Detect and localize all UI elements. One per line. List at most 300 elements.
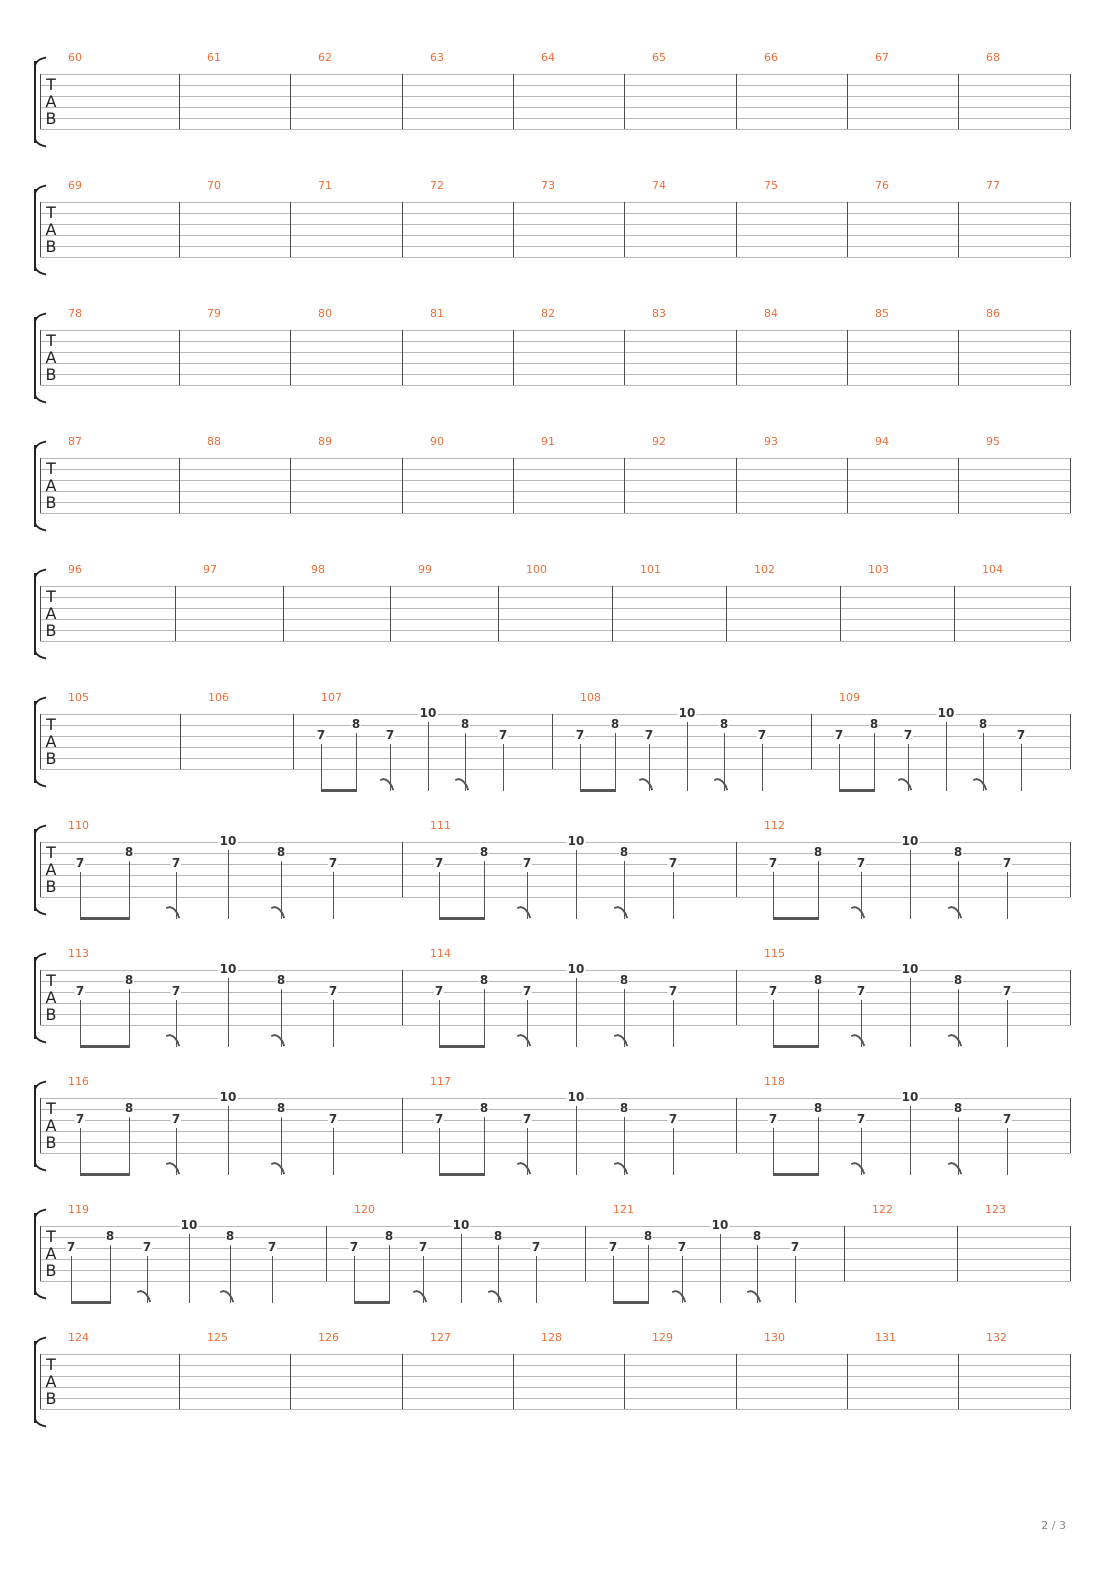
note-stem <box>228 850 229 919</box>
note-stem <box>503 744 504 791</box>
measure-number: 123 <box>985 1203 1006 1216</box>
measure-number: 129 <box>652 1331 673 1344</box>
measure-number: 100 <box>526 563 547 576</box>
measure-number: 114 <box>430 947 451 960</box>
note-flag <box>948 1160 963 1178</box>
note-beam <box>80 1173 130 1176</box>
fret-number: 10 <box>180 1218 198 1232</box>
staff-line <box>40 502 1070 503</box>
staff-line <box>40 992 1070 993</box>
note-stem <box>333 872 334 919</box>
measure-number: 106 <box>208 691 229 704</box>
barline <box>958 330 959 385</box>
tab-clef-letter: B <box>45 1133 57 1152</box>
note-flag <box>166 1160 181 1178</box>
measure-number: 89 <box>318 435 332 448</box>
staff-line <box>40 1003 1070 1004</box>
staff-line <box>40 363 1070 364</box>
staff-line <box>40 1376 1070 1377</box>
measure-number: 93 <box>764 435 778 448</box>
barline <box>175 586 176 641</box>
system-start-line <box>40 330 41 385</box>
barline <box>1070 1226 1071 1281</box>
measure-number: 61 <box>207 51 221 64</box>
system-start-line <box>40 1354 41 1409</box>
measure-number: 86 <box>986 307 1000 320</box>
measure-number: 69 <box>68 179 82 192</box>
note-flag <box>614 904 629 922</box>
staff-line <box>40 1025 1070 1026</box>
measure-number: 63 <box>430 51 444 64</box>
staff-line <box>40 224 1070 225</box>
tab-clef-letter: A <box>45 732 57 751</box>
fret-number: 8 <box>619 845 629 859</box>
note-flag <box>948 904 963 922</box>
barline <box>180 714 181 769</box>
tab-system <box>0 179 1110 292</box>
note-stem <box>439 1128 440 1175</box>
note-flag <box>851 904 866 922</box>
measure-number: 90 <box>430 435 444 448</box>
note-flag <box>614 1032 629 1050</box>
measure-number: 104 <box>982 563 1003 576</box>
measure-number: 110 <box>68 819 89 832</box>
note-stem <box>333 1128 334 1175</box>
fret-number: 10 <box>567 962 585 976</box>
tab-clef-label <box>44 844 58 895</box>
fret-number: 7 <box>834 728 844 742</box>
barline <box>326 1226 327 1281</box>
barline <box>736 74 737 129</box>
note-beam <box>80 1045 130 1048</box>
measure-number: 71 <box>318 179 332 192</box>
fret-number: 7 <box>856 856 866 870</box>
staff-line <box>40 202 1070 203</box>
fret-number: 8 <box>124 845 134 859</box>
note-stem <box>321 744 322 791</box>
tab-clef-letter: T <box>46 203 56 222</box>
barline <box>498 586 499 641</box>
note-flag <box>948 1032 963 1050</box>
note-stem <box>110 1245 111 1303</box>
barline <box>552 714 553 769</box>
tab-clef-letter: T <box>46 587 56 606</box>
fret-number: 7 <box>1002 1112 1012 1126</box>
note-stem <box>484 861 485 919</box>
fret-number: 7 <box>677 1240 687 1254</box>
tab-clef-letter: B <box>45 1005 57 1024</box>
barline <box>179 202 180 257</box>
fret-number: 7 <box>171 1112 181 1126</box>
barline <box>293 714 294 769</box>
fret-number: 10 <box>901 962 919 976</box>
fret-number: 8 <box>953 1101 963 1115</box>
fret-number: 8 <box>479 1101 489 1115</box>
note-stem <box>910 978 911 1047</box>
barline <box>290 74 291 129</box>
fret-number: 7 <box>66 1240 76 1254</box>
measure-number: 79 <box>207 307 221 320</box>
fret-number: 7 <box>768 1112 778 1126</box>
note-stem <box>673 1000 674 1047</box>
fret-number: 7 <box>75 984 85 998</box>
fret-number: 8 <box>978 717 988 731</box>
fret-number: 7 <box>856 984 866 998</box>
fret-number: 8 <box>619 973 629 987</box>
fret-number: 10 <box>567 834 585 848</box>
staff-line <box>40 1365 1070 1366</box>
tab-clef-letter: B <box>45 493 57 512</box>
fret-number: 10 <box>219 1090 237 1104</box>
measure-number: 64 <box>541 51 555 64</box>
staff-line <box>40 736 1070 737</box>
measure-number: 94 <box>875 435 889 448</box>
staff-line <box>40 981 1070 982</box>
fret-number: 7 <box>418 1240 428 1254</box>
note-stem <box>129 989 130 1047</box>
note-stem <box>687 722 688 791</box>
staff-line <box>40 96 1070 97</box>
staff-line <box>40 235 1070 236</box>
tab-clef-letter: B <box>45 877 57 896</box>
barline <box>624 74 625 129</box>
barline <box>1070 74 1071 129</box>
barline <box>1070 458 1071 513</box>
staff-line <box>40 608 1070 609</box>
barline <box>402 1098 403 1153</box>
staff-line <box>40 630 1070 631</box>
note-stem <box>354 1256 355 1303</box>
staff-line <box>40 480 1070 481</box>
tab-clef-letter: A <box>45 476 57 495</box>
fret-number: 7 <box>171 856 181 870</box>
fret-number: 7 <box>608 1240 618 1254</box>
staff-line <box>40 1259 1070 1260</box>
measure-number: 65 <box>652 51 666 64</box>
fret-number: 7 <box>328 984 338 998</box>
fret-number: 7 <box>75 856 85 870</box>
note-stem <box>576 850 577 919</box>
fret-number: 8 <box>619 1101 629 1115</box>
fret-number: 8 <box>752 1229 762 1243</box>
barline <box>624 458 625 513</box>
fret-number: 7 <box>1002 856 1012 870</box>
fret-number: 7 <box>531 1240 541 1254</box>
barline <box>513 202 514 257</box>
staff-line <box>40 330 1070 331</box>
measure-number: 125 <box>207 1331 228 1344</box>
system-start-line <box>40 714 41 769</box>
measure-number: 119 <box>68 1203 89 1216</box>
staff-line <box>40 875 1070 876</box>
measure-number: 118 <box>764 1075 785 1088</box>
tab-clef-letter: B <box>45 109 57 128</box>
barline <box>612 586 613 641</box>
barline <box>736 202 737 257</box>
barline <box>179 1354 180 1409</box>
page-number: 2 / 3 <box>1041 1519 1066 1532</box>
note-beam <box>613 1301 649 1304</box>
fret-number: 7 <box>790 1240 800 1254</box>
measure-number: 95 <box>986 435 1000 448</box>
fret-number: 7 <box>434 856 444 870</box>
note-flag <box>639 776 654 794</box>
note-stem <box>536 1256 537 1303</box>
note-flag <box>220 1288 235 1306</box>
tab-clef-letter: A <box>45 604 57 623</box>
staff-line <box>40 341 1070 342</box>
note-flag <box>973 776 988 794</box>
staff-line <box>40 118 1070 119</box>
measure-number: 108 <box>580 691 601 704</box>
staff-line <box>40 864 1070 865</box>
note-flag <box>672 1288 687 1306</box>
tab-clef-letter: T <box>46 75 56 94</box>
note-stem <box>773 1000 774 1047</box>
measure-number: 80 <box>318 307 332 320</box>
fret-number: 7 <box>575 728 585 742</box>
note-flag <box>413 1288 428 1306</box>
measure-number: 96 <box>68 563 82 576</box>
staff-line <box>40 1109 1070 1110</box>
measure-number: 84 <box>764 307 778 320</box>
note-flag <box>380 776 395 794</box>
staff-line <box>40 725 1070 726</box>
fret-number: 8 <box>124 973 134 987</box>
barline <box>1070 1098 1071 1153</box>
fret-number: 10 <box>452 1218 470 1232</box>
note-stem <box>720 1234 721 1303</box>
note-stem <box>576 978 577 1047</box>
measure-number: 128 <box>541 1331 562 1344</box>
staff-line <box>40 458 1070 459</box>
measure-number: 122 <box>872 1203 893 1216</box>
barline <box>390 586 391 641</box>
note-beam <box>439 1045 485 1048</box>
fret-number: 7 <box>856 1112 866 1126</box>
fret-number: 8 <box>719 717 729 731</box>
staff-line <box>40 597 1070 598</box>
note-beam <box>773 917 819 920</box>
system-start-line <box>40 1226 41 1281</box>
fret-number: 7 <box>434 1112 444 1126</box>
note-flag <box>517 904 532 922</box>
measure-number: 120 <box>354 1203 375 1216</box>
note-stem <box>228 978 229 1047</box>
measure-number: 73 <box>541 179 555 192</box>
staff-line <box>40 1409 1070 1410</box>
measure-number: 103 <box>868 563 889 576</box>
tab-clef-label <box>44 716 58 767</box>
fret-number: 7 <box>757 728 767 742</box>
fret-number: 7 <box>328 856 338 870</box>
barline <box>1070 842 1071 897</box>
fret-number: 7 <box>267 1240 277 1254</box>
measure-number: 76 <box>875 179 889 192</box>
barline <box>844 1226 845 1281</box>
measure-number: 81 <box>430 307 444 320</box>
tab-clef-letter: A <box>45 348 57 367</box>
note-stem <box>910 1106 911 1175</box>
note-stem <box>946 722 947 791</box>
tab-clef-letter: A <box>45 988 57 1007</box>
barline <box>847 458 848 513</box>
note-flag <box>747 1288 762 1306</box>
note-stem <box>129 1117 130 1175</box>
note-beam <box>439 1173 485 1176</box>
measure-number: 75 <box>764 179 778 192</box>
measure-number: 78 <box>68 307 82 320</box>
tab-clef-label <box>44 1228 58 1279</box>
measure-number: 67 <box>875 51 889 64</box>
note-stem <box>439 1000 440 1047</box>
fret-number: 8 <box>813 845 823 859</box>
barline <box>402 842 403 897</box>
measure-number: 126 <box>318 1331 339 1344</box>
barline <box>513 330 514 385</box>
tab-clef-letter: T <box>46 843 56 862</box>
tab-clef-letter: T <box>46 1355 56 1374</box>
fret-number: 8 <box>124 1101 134 1115</box>
barline <box>958 74 959 129</box>
barline <box>957 1226 958 1281</box>
staff-line <box>40 469 1070 470</box>
barline <box>1070 970 1071 1025</box>
staff-line <box>40 374 1070 375</box>
staff-line <box>40 897 1070 898</box>
note-stem <box>648 1245 649 1303</box>
fret-number: 10 <box>567 1090 585 1104</box>
fret-number: 10 <box>678 706 696 720</box>
fret-number: 10 <box>419 706 437 720</box>
staff-line <box>40 257 1070 258</box>
tab-system <box>0 691 1110 804</box>
barline <box>954 586 955 641</box>
measure-number: 72 <box>430 179 444 192</box>
staff-line <box>40 1153 1070 1154</box>
fret-number: 7 <box>142 1240 152 1254</box>
fret-number: 7 <box>328 1112 338 1126</box>
fret-number: 8 <box>610 717 620 731</box>
barline <box>726 586 727 641</box>
measure-number: 101 <box>640 563 661 576</box>
tab-clef-label <box>44 460 58 511</box>
staff-line <box>40 1387 1070 1388</box>
barline <box>958 202 959 257</box>
tab-clef-letter: B <box>45 237 57 256</box>
tab-clef-label <box>44 1356 58 1407</box>
measure-number: 60 <box>68 51 82 64</box>
tab-system <box>0 51 1110 164</box>
staff-line <box>40 747 1070 748</box>
barline <box>847 1354 848 1409</box>
fret-number: 8 <box>869 717 879 731</box>
fret-number: 8 <box>479 845 489 859</box>
fret-number: 8 <box>225 1229 235 1243</box>
barline <box>585 1226 586 1281</box>
staff-line <box>40 1281 1070 1282</box>
barline <box>179 74 180 129</box>
barline <box>179 458 180 513</box>
tab-clef-letter: A <box>45 92 57 111</box>
note-stem <box>839 744 840 791</box>
measure-number: 109 <box>839 691 860 704</box>
fret-number: 8 <box>493 1229 503 1243</box>
fret-number: 7 <box>668 856 678 870</box>
note-stem <box>673 1128 674 1175</box>
note-beam <box>580 789 616 792</box>
measure-number: 88 <box>207 435 221 448</box>
measure-number: 87 <box>68 435 82 448</box>
barline <box>402 74 403 129</box>
tab-clef-label <box>44 588 58 639</box>
tab-clef-letter: B <box>45 1389 57 1408</box>
tab-clef-letter: B <box>45 621 57 640</box>
note-stem <box>461 1234 462 1303</box>
system-start-line <box>40 74 41 129</box>
fret-number: 7 <box>903 728 913 742</box>
barline <box>513 1354 514 1409</box>
staff-line <box>40 1142 1070 1143</box>
staff-line <box>40 1237 1070 1238</box>
note-beam <box>839 789 875 792</box>
note-stem <box>576 1106 577 1175</box>
barline <box>624 330 625 385</box>
measure-number: 132 <box>986 1331 1007 1344</box>
note-stem <box>762 744 763 791</box>
barline <box>290 1354 291 1409</box>
note-beam <box>71 1301 111 1304</box>
note-flag <box>517 1160 532 1178</box>
fret-number: 8 <box>384 1229 394 1243</box>
barline <box>958 1354 959 1409</box>
note-stem <box>795 1256 796 1303</box>
note-stem <box>773 872 774 919</box>
tab-clef-letter: A <box>45 860 57 879</box>
barline <box>847 202 848 257</box>
measure-number: 102 <box>754 563 775 576</box>
staff-line <box>40 213 1070 214</box>
barline <box>958 458 959 513</box>
barline <box>290 458 291 513</box>
fret-number: 8 <box>276 1101 286 1115</box>
measure-number: 115 <box>764 947 785 960</box>
barline <box>736 1098 737 1153</box>
note-beam <box>773 1045 819 1048</box>
barline <box>1070 1354 1071 1409</box>
staff-line <box>40 1120 1070 1121</box>
staff-line <box>40 246 1070 247</box>
fret-number: 7 <box>1016 728 1026 742</box>
tab-clef-letter: B <box>45 749 57 768</box>
staff-line <box>40 491 1070 492</box>
note-flag <box>614 1160 629 1178</box>
fret-number: 7 <box>668 1112 678 1126</box>
fret-number: 7 <box>385 728 395 742</box>
system-start-line <box>40 586 41 641</box>
staff-line <box>40 619 1070 620</box>
measure-number: 82 <box>541 307 555 320</box>
tab-system <box>0 563 1110 676</box>
tab-system <box>0 819 1110 932</box>
note-stem <box>673 872 674 919</box>
staff-line <box>40 352 1070 353</box>
fret-number: 8 <box>351 717 361 731</box>
note-flag <box>166 1032 181 1050</box>
barline <box>402 458 403 513</box>
measure-number: 131 <box>875 1331 896 1344</box>
staff-line <box>40 1014 1070 1015</box>
